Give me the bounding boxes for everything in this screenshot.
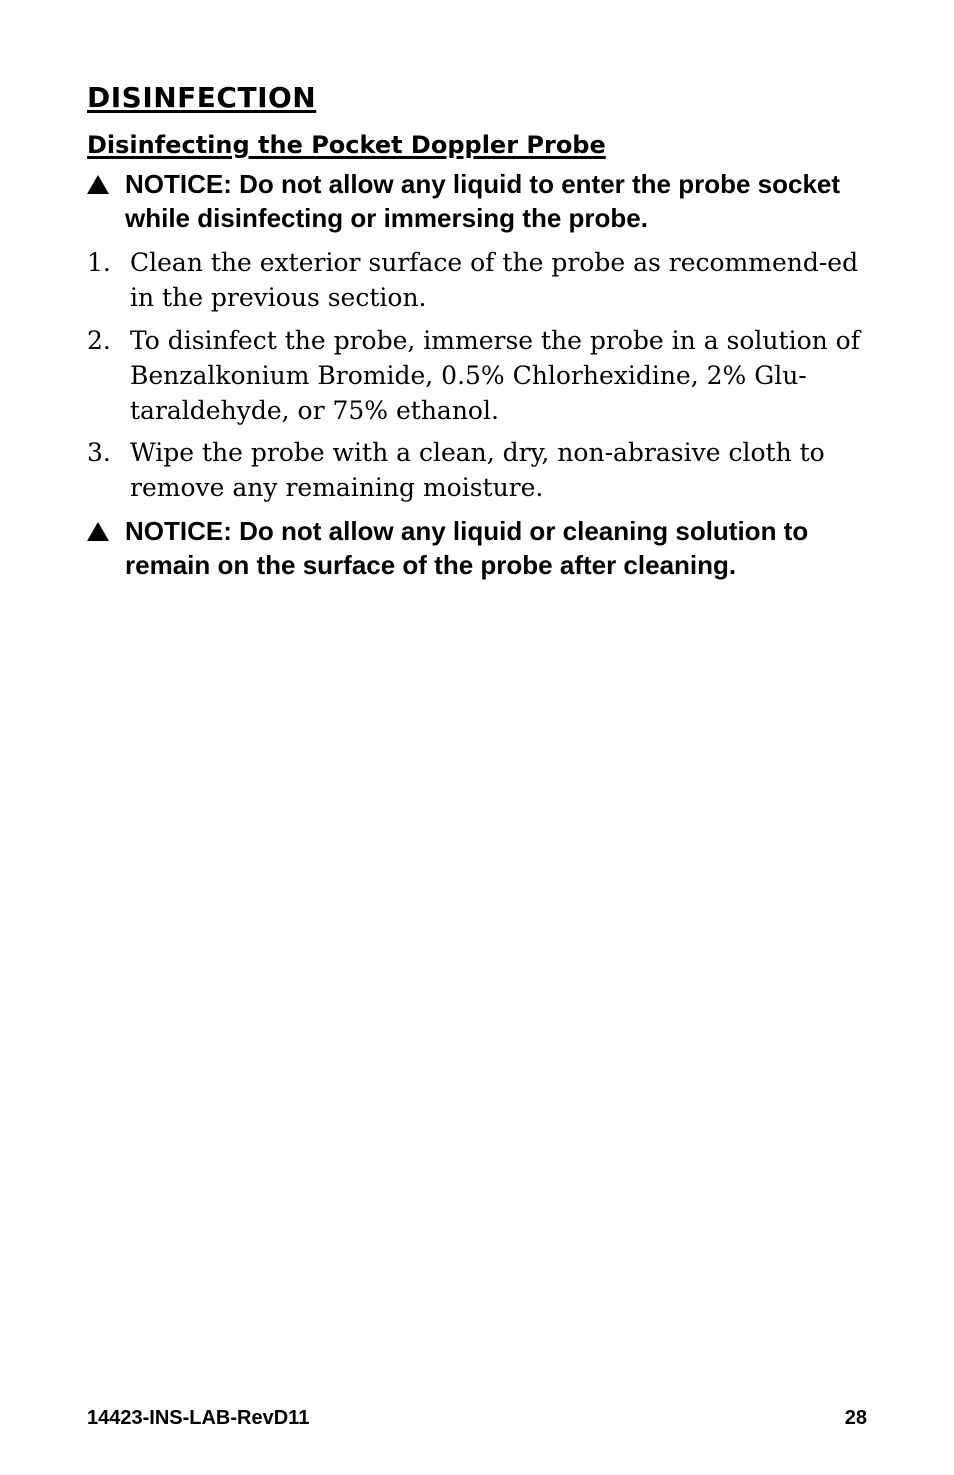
page-number: 28 [844,1407,867,1429]
list-item-number: 1. [87,248,111,277]
list-item-text: Clean the exterior surface of the probe as recommend-ed in the previous section. [130,248,859,312]
notice-text: NOTICE: Do not allow any liquid or cleaning solution to remain on the surface of the probe after cleaning. [125,516,809,580]
document-id: 14423-INS-LAB-RevD11 [87,1407,310,1429]
list-item-text: Wipe the probe with a clean, dry, non-abrasive cloth to remove any remaining moisture. [130,438,825,502]
notice-text: NOTICE: Do not allow any liquid to enter the probe socket while disinfecting or immersing the probe. [125,169,841,233]
list-item-number: 2. [87,326,111,355]
list-item-text: To disinfect the probe, immerse the probe in a solution of Benzalkonium Bromide, 0.5% Chlorhexidine, 2% Glu-taraldehyde, or 75% ethanol. [130,326,860,425]
notice-probe-socket [87,167,877,235]
subsection-title: Disinfecting the Pocket Doppler Probe [87,131,606,159]
list-item [87,435,877,505]
list-item [87,323,877,428]
warning-triangle-icon [87,522,109,541]
list-item-number: 3. [87,438,111,467]
section-title: DISINFECTION [87,81,317,114]
list-item [87,245,877,315]
notice-residual-liquid [87,514,877,582]
warning-triangle-icon [87,175,109,194]
